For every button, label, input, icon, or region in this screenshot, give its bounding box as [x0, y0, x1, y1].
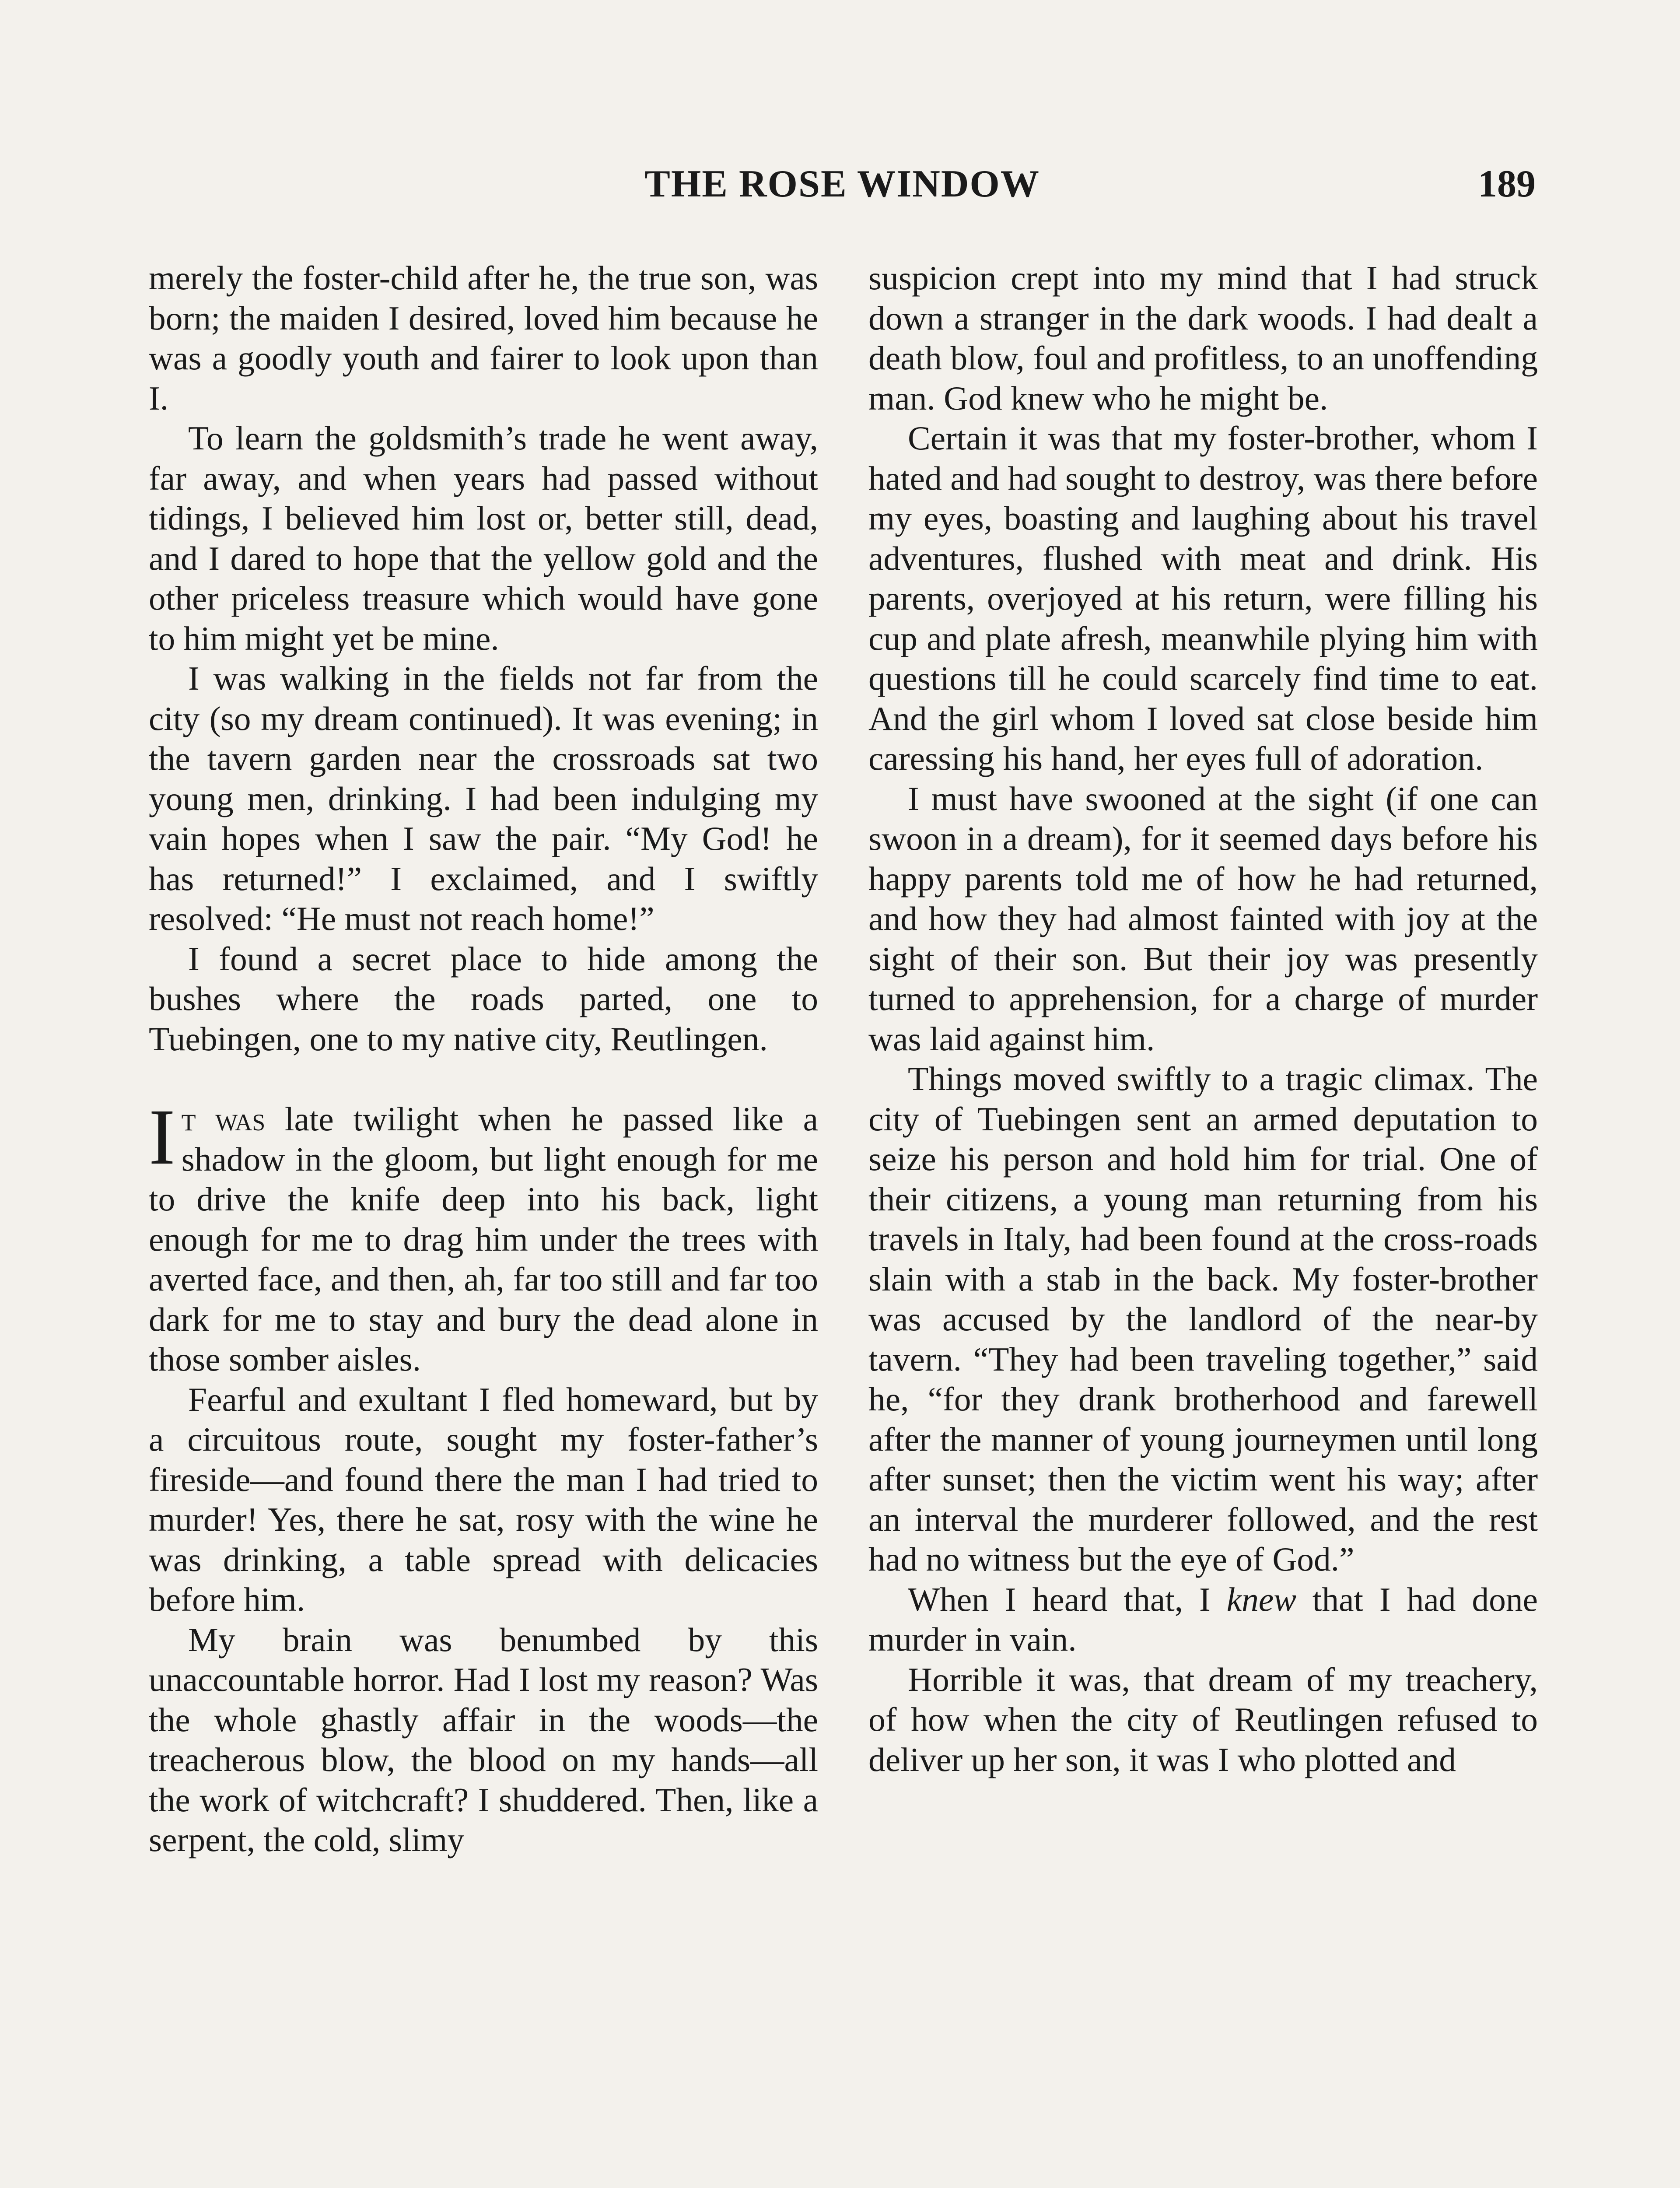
- paragraph: I must have swooned at the sight (if one can swoon in a dream), for it seemed days before his happy parents told me of how he had returned, and how they had almost fainted with joy at the sight of their son. But their joy was presently turned to apprehension, for a charge of murder was laid against him.: [868, 779, 1538, 1058]
- left-column: [149, 258, 818, 1860]
- paragraph: Things moved swiftly to a tragic climax. The city of Tuebingen sent an armed deputation to seize his person and hold him for trial. One of their citizens, a young man returning from his travels in Italy, had been found at the cross-roads slain with a stab in the back. My foster-brother was accused by the landlord of the near-by tavern. “They had been traveling together,” said he, “for they drank brotherhood and farewell after the manner of young journeymen until long after sunset; then the victim went his way; after an interval the murderer followed, and the rest had no witness but the eye of God.”: [868, 1060, 1538, 1578]
- running-title: THE ROSE WINDOW: [644, 163, 1040, 205]
- paragraph: To learn the goldsmith’s trade he went away, far away, and when years had passed without tidings, I believed him lost or, better still, dead, and I dared to hope that the yellow gold and the other priceless treasure which would have gone to him might yet be mine.: [149, 419, 818, 657]
- paragraph: Fearful and exultant I fled homeward, but by a circuitous route, sought my foster-father’s fireside—and found there the man I had tried to murder! Yes, there he sat, rosy with the wine he was drinking, a table spread with delicacies before him.: [149, 1380, 818, 1618]
- paragraph: I found a secret place to hide among the bushes where the roads parted, one to Tuebingen, one to my native city, Reutlingen.: [149, 940, 818, 1058]
- paragraph: suspicion crept into my mind that I had struck down a stranger in the dark woods. I had dealt a death blow, foul and profitless, to an unoffending man. God knew who he might be.: [868, 259, 1538, 417]
- small-caps-lead: t was: [181, 1100, 266, 1138]
- paragraph: My brain was benumbed by this unaccountable horror. Had I lost my reason? Was the whole ghastly affair in the woods—the treacherous blow, the blood on my hands—all the work of witchcraft? I shuddered. Then, like a serpent, the cold, slimy: [149, 1620, 818, 1858]
- drop-cap: I: [149, 1093, 175, 1181]
- paragraph: merely the foster-child after he, the true son, was born; the maiden I desired, loved him because he was a goodly youth and fairer to look upon than I.: [149, 259, 818, 417]
- paragraph: Horrible it was, that dream of my treachery, of how when the city of Reutlingen refused to deliver up her son, it was I who plotted and: [868, 1660, 1538, 1778]
- paragraph: I was walking in the fields not far from the city (so my dream continued). It was evening; in the tavern garden near the crossroads sat two young men, drinking. I had been indulging my vain hopes when I saw the pair. “My God! he has returned!” I exclaimed, and I swiftly resolved: “He must not reach home!”: [149, 659, 818, 937]
- right-column: [868, 258, 1538, 1780]
- paragraph-text: that I had done murder in vain.: [868, 1580, 1538, 1658]
- paragraph: Certain it was that my foster-brother, whom I hated and had sought to destroy, was there before my eyes, boasting and laughing about his travel adventures, flushed with meat and drink. His parents, overjoyed at his return, were filling his cup and plate afresh, meanwhile plying him with questions till he could scarcely find time to eat. And the girl whom I loved sat close beside him caressing his hand, her eyes full of adoration.: [868, 419, 1538, 777]
- paragraph-text: late twilight when he passed like a shadow in the gloom, but light enough for me to drive the knife deep into his back, light enough for me to drag him under the trees with averted face, and then, ah, far too still and far too dark for me to stay and bury the dead alone in those somber aisles.: [149, 1100, 819, 1378]
- paragraph-text: When I heard that, I: [908, 1580, 1227, 1618]
- running-head: [149, 162, 1536, 214]
- section-break: [149, 1059, 818, 1099]
- page-number: 189: [1478, 163, 1536, 205]
- paragraph: [868, 1580, 1538, 1660]
- section-opening-paragraph: [149, 1093, 819, 1380]
- italic-emphasis: knew: [1226, 1580, 1296, 1618]
